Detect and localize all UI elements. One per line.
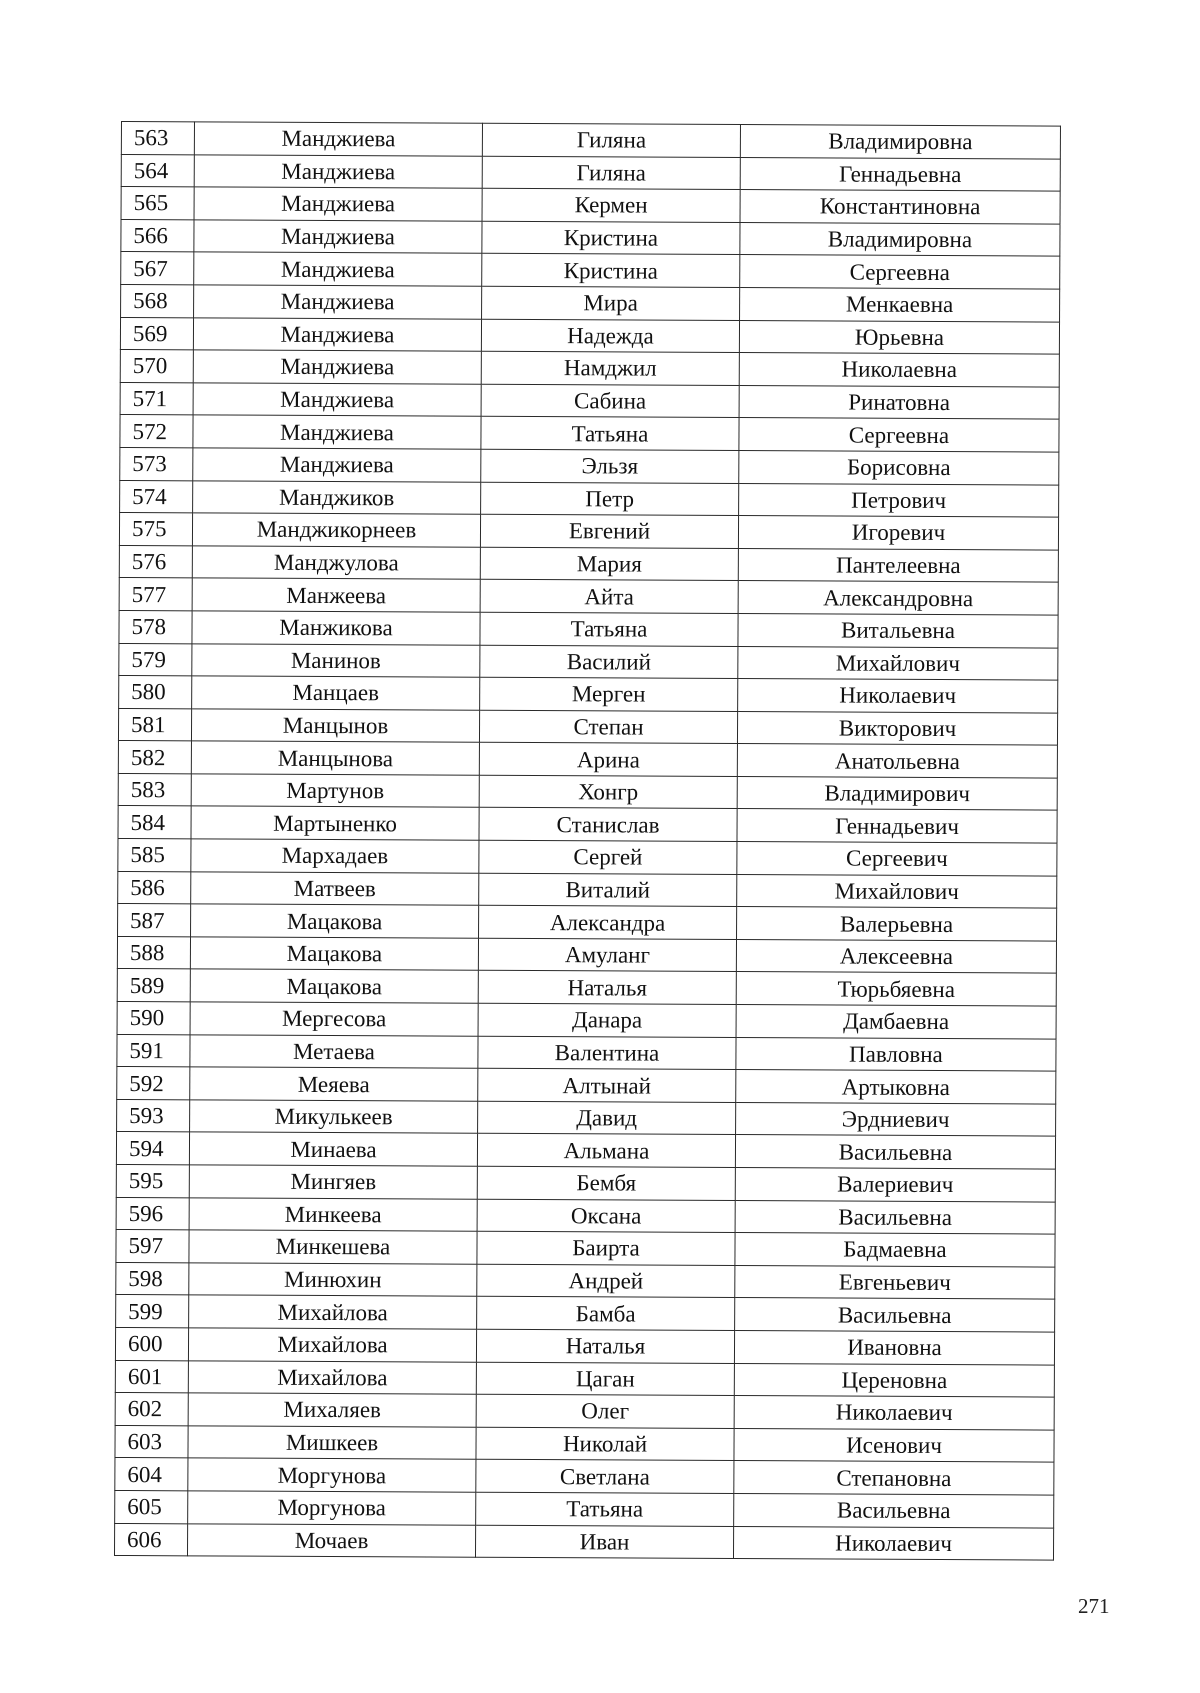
first-name: Алтынай	[478, 1068, 736, 1102]
last-name: Манджулова	[192, 546, 480, 580]
last-name: Матвеев	[191, 872, 479, 906]
first-name: Бамба	[477, 1297, 735, 1331]
row-number: 586	[118, 871, 191, 904]
first-name: Виталий	[479, 873, 737, 907]
row-number: 572	[120, 415, 193, 448]
table-row	[121, 154, 1060, 191]
patronymic: Тюрьбяевна	[736, 972, 1056, 1006]
first-name: Наталья	[478, 971, 736, 1005]
last-name: Манжеева	[192, 578, 480, 612]
row-number: 567	[121, 252, 194, 285]
patronymic: Менкаевна	[740, 287, 1060, 321]
row-number: 601	[115, 1360, 188, 1393]
first-name: Андрей	[477, 1264, 735, 1298]
first-name: Оксана	[477, 1199, 735, 1233]
patronymic: Пантелеевна	[738, 548, 1058, 582]
last-name: Моргунова	[188, 1491, 476, 1525]
last-name: Мартыненко	[191, 806, 479, 840]
table-row	[120, 317, 1059, 354]
table-row	[115, 1327, 1054, 1364]
row-number: 588	[117, 936, 190, 969]
patronymic: Борисовна	[739, 450, 1059, 484]
row-number: 603	[115, 1425, 188, 1458]
row-number: 574	[120, 480, 193, 513]
table-row	[116, 1262, 1055, 1299]
patronymic: Витальевна	[738, 613, 1058, 647]
table-row	[119, 610, 1058, 647]
table-row	[119, 643, 1058, 680]
patronymic: Васильевна	[735, 1298, 1055, 1332]
patronymic: Алексеевна	[736, 939, 1056, 973]
first-name: Бембя	[477, 1166, 735, 1200]
last-name: Манджикорнеев	[192, 513, 480, 547]
last-name: Мингяев	[189, 1165, 477, 1199]
table-row	[120, 480, 1059, 517]
table-row	[121, 284, 1060, 321]
patronymic: Ивановна	[734, 1330, 1054, 1364]
table-row	[116, 1230, 1055, 1267]
last-name: Манцынова	[191, 741, 479, 775]
first-name: Кермен	[482, 188, 740, 222]
first-name: Арина	[479, 743, 737, 777]
first-name: Валентина	[478, 1036, 736, 1070]
patronymic: Анатольевна	[737, 744, 1057, 778]
first-name: Амуланг	[478, 938, 736, 972]
table-row	[115, 1458, 1054, 1495]
roster-table-body	[114, 122, 1060, 1561]
patronymic: Николаевич	[734, 1396, 1054, 1430]
last-name: Манджиева	[194, 285, 482, 319]
patronymic: Константиновна	[740, 190, 1060, 224]
last-name: Манджиева	[194, 252, 482, 286]
table-row	[120, 447, 1059, 484]
table-row	[115, 1490, 1054, 1527]
last-name: Метаева	[190, 1034, 478, 1068]
row-number: 600	[115, 1327, 188, 1360]
row-number: 563	[121, 122, 194, 155]
table-row	[117, 936, 1056, 973]
row-number: 566	[121, 219, 194, 252]
first-name: Кристина	[482, 221, 740, 255]
last-name: Михайлова	[189, 1295, 477, 1329]
roster-table	[114, 121, 1061, 1561]
first-name: Мария	[480, 547, 738, 581]
last-name: Манинов	[192, 643, 480, 677]
table-row	[118, 904, 1057, 941]
patronymic: Геннадьевна	[740, 157, 1060, 191]
first-name: Татьяна	[480, 612, 738, 646]
first-name: Эльзя	[481, 449, 739, 483]
row-number: 570	[120, 350, 193, 383]
table-row	[115, 1425, 1054, 1462]
row-number: 576	[119, 545, 192, 578]
row-number: 599	[116, 1295, 189, 1328]
row-number: 597	[116, 1230, 189, 1263]
row-number: 585	[118, 839, 191, 872]
row-number: 592	[117, 1067, 190, 1100]
row-number: 591	[117, 1034, 190, 1067]
row-number: 569	[120, 317, 193, 350]
patronymic: Владимирович	[737, 776, 1057, 810]
row-number: 568	[121, 284, 194, 317]
row-number: 573	[120, 447, 193, 480]
table-row	[115, 1393, 1054, 1430]
last-name: Мартунов	[191, 774, 479, 808]
table-row	[120, 350, 1059, 387]
last-name: Михайлова	[188, 1360, 476, 1394]
last-name: Мергесова	[190, 1002, 478, 1036]
page-number: 271	[1078, 1594, 1110, 1618]
first-name: Кристина	[482, 254, 740, 288]
patronymic: Цереновна	[734, 1363, 1054, 1397]
table-row	[121, 219, 1060, 256]
first-name: Евгений	[480, 514, 738, 548]
row-number: 606	[114, 1523, 187, 1556]
patronymic: Валериевич	[735, 1168, 1055, 1202]
last-name: Манджиева	[193, 350, 481, 384]
table-row	[121, 252, 1060, 289]
table-row	[121, 187, 1060, 224]
patronymic: Артыковна	[736, 1070, 1056, 1104]
patronymic: Дамбаевна	[736, 1005, 1056, 1039]
last-name: Манцынов	[191, 709, 479, 743]
table-row	[117, 1002, 1056, 1039]
row-number: 579	[119, 643, 192, 676]
row-number: 598	[116, 1262, 189, 1295]
first-name: Гиляна	[482, 123, 740, 157]
patronymic: Владимировна	[740, 125, 1060, 159]
row-number: 595	[116, 1164, 189, 1197]
row-number: 593	[117, 1099, 190, 1132]
patronymic: Павловна	[736, 1037, 1056, 1071]
first-name: Альмана	[477, 1134, 735, 1168]
table-row	[119, 578, 1058, 615]
table-row	[117, 1067, 1056, 1104]
patronymic: Александровна	[738, 581, 1058, 615]
first-name: Татьяна	[476, 1492, 734, 1526]
first-name: Николай	[476, 1427, 734, 1461]
last-name: Моргунова	[188, 1458, 476, 1492]
patronymic: Викторович	[737, 711, 1057, 745]
row-number: 604	[115, 1458, 188, 1491]
row-number: 581	[118, 708, 191, 741]
last-name: Меяева	[190, 1067, 478, 1101]
table-row	[118, 773, 1057, 810]
table-row	[119, 513, 1058, 550]
row-number: 605	[115, 1490, 188, 1523]
last-name: Мацакова	[191, 904, 479, 938]
first-name: Петр	[481, 482, 739, 516]
row-number: 596	[116, 1197, 189, 1230]
first-name: Василий	[480, 645, 738, 679]
last-name: Мочаев	[187, 1523, 475, 1557]
table-row	[119, 676, 1058, 713]
last-name: Мархадаев	[191, 839, 479, 873]
last-name: Минаева	[189, 1132, 477, 1166]
last-name: Манджиева	[194, 187, 482, 221]
last-name: Михаляев	[188, 1393, 476, 1427]
first-name: Мерген	[480, 677, 738, 711]
first-name: Иван	[475, 1525, 733, 1559]
table-row	[118, 871, 1057, 908]
last-name: Манцаев	[192, 676, 480, 710]
row-number: 594	[116, 1132, 189, 1165]
first-name: Данара	[478, 1003, 736, 1037]
first-name: Светлана	[476, 1460, 734, 1494]
patronymic: Сергеевна	[739, 418, 1059, 452]
patronymic: Сергеевич	[737, 842, 1057, 876]
patronymic: Петрович	[739, 483, 1059, 517]
first-name: Александра	[479, 906, 737, 940]
last-name: Минкеева	[189, 1197, 477, 1231]
last-name: Манджиков	[193, 480, 481, 514]
table-row	[116, 1197, 1055, 1234]
patronymic: Сергеевна	[740, 255, 1060, 289]
first-name: Татьяна	[481, 417, 739, 451]
patronymic: Бадмаевна	[735, 1233, 1055, 1267]
row-number: 564	[121, 154, 194, 187]
patronymic: Николаевич	[738, 679, 1058, 713]
row-number: 571	[120, 382, 193, 415]
table-row	[116, 1295, 1055, 1332]
row-number: 602	[115, 1393, 188, 1426]
last-name: Минюхин	[189, 1263, 477, 1297]
first-name: Степан	[479, 710, 737, 744]
patronymic: Исенович	[734, 1428, 1054, 1462]
patronymic: Николаевна	[739, 353, 1059, 387]
last-name: Манджиева	[193, 415, 481, 449]
patronymic: Николаевич	[733, 1526, 1053, 1560]
first-name: Цаган	[476, 1362, 734, 1396]
row-number: 589	[117, 969, 190, 1002]
last-name: Манджиева	[193, 383, 481, 417]
table-row	[116, 1132, 1055, 1169]
table-row	[118, 806, 1057, 843]
patronymic: Владимировна	[740, 222, 1060, 256]
first-name: Надежда	[481, 319, 739, 353]
first-name: Баирта	[477, 1231, 735, 1265]
table-row	[118, 708, 1057, 745]
last-name: Минкешева	[189, 1230, 477, 1264]
table-row	[117, 1099, 1056, 1136]
table-row	[121, 122, 1060, 159]
patronymic: Юрьевна	[739, 320, 1059, 354]
table-row	[117, 969, 1056, 1006]
table-row	[118, 839, 1057, 876]
table-row	[119, 545, 1058, 582]
first-name: Гиляна	[482, 156, 740, 190]
row-number: 578	[119, 610, 192, 643]
first-name: Станислав	[479, 808, 737, 842]
last-name: Манджиева	[194, 220, 482, 254]
first-name: Айта	[480, 580, 738, 614]
row-number: 580	[119, 676, 192, 709]
patronymic: Степановна	[734, 1461, 1054, 1495]
last-name: Манджиева	[193, 448, 481, 482]
patronymic: Эрдниевич	[736, 1102, 1056, 1136]
first-name: Намджил	[481, 351, 739, 385]
first-name: Наталья	[476, 1329, 734, 1363]
patronymic: Валерьевна	[737, 907, 1057, 941]
table-row	[115, 1360, 1054, 1397]
patronymic: Михайлович	[738, 646, 1058, 680]
first-name: Сергей	[479, 840, 737, 874]
last-name: Манджиева	[194, 122, 482, 156]
first-name: Олег	[476, 1394, 734, 1428]
table-row	[114, 1523, 1053, 1560]
row-number: 577	[119, 578, 192, 611]
table-row	[120, 415, 1059, 452]
row-number: 590	[117, 1002, 190, 1035]
first-name: Сабина	[481, 384, 739, 418]
last-name: Михайлова	[188, 1328, 476, 1362]
last-name: Мацакова	[190, 937, 478, 971]
row-number: 565	[121, 187, 194, 220]
patronymic: Васильевна	[735, 1135, 1055, 1169]
last-name: Мишкеев	[188, 1426, 476, 1460]
table-row	[117, 1034, 1056, 1071]
first-name: Мира	[482, 286, 740, 320]
patronymic: Игоревич	[738, 516, 1058, 550]
patronymic: Геннадьевич	[737, 809, 1057, 843]
last-name: Манджиева	[194, 154, 482, 188]
roster-table-wrapper	[114, 121, 1060, 1561]
table-row	[118, 741, 1057, 778]
patronymic: Ринатовна	[739, 385, 1059, 419]
first-name: Давид	[478, 1101, 736, 1135]
table-row	[116, 1164, 1055, 1201]
first-name: Хонгр	[479, 775, 737, 809]
last-name: Микулькеев	[190, 1100, 478, 1134]
row-number: 583	[118, 773, 191, 806]
patronymic: Михайлович	[737, 874, 1057, 908]
patronymic: Васильевна	[734, 1493, 1054, 1527]
row-number: 575	[119, 513, 192, 546]
table-row	[120, 382, 1059, 419]
last-name: Мацакова	[190, 969, 478, 1003]
patronymic: Евгеньевич	[735, 1265, 1055, 1299]
row-number: 582	[118, 741, 191, 774]
row-number: 587	[118, 904, 191, 937]
last-name: Манжикова	[192, 611, 480, 645]
last-name: Манджиева	[193, 317, 481, 351]
row-number: 584	[118, 806, 191, 839]
patronymic: Васильевна	[735, 1200, 1055, 1234]
